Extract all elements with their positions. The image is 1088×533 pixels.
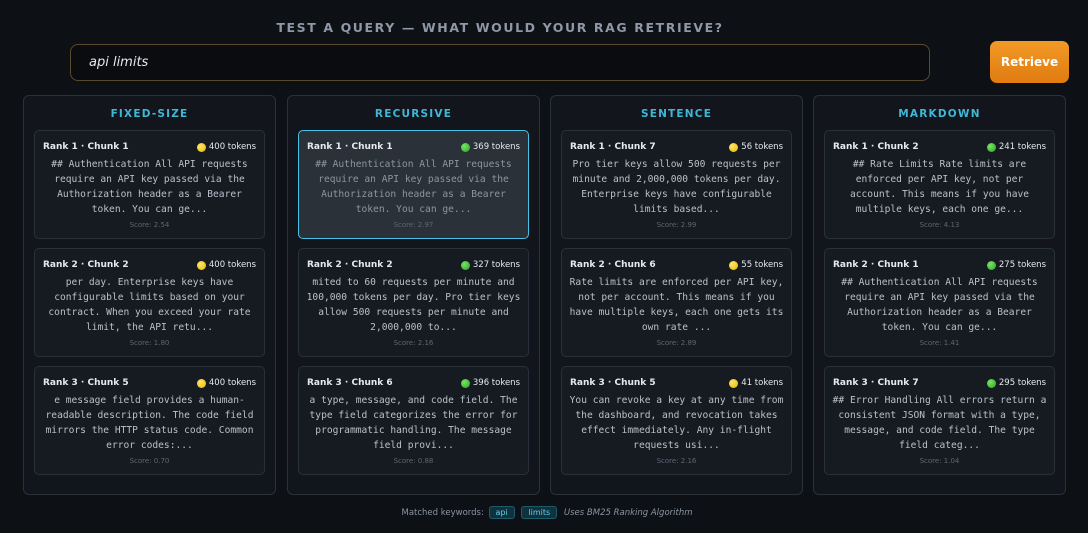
score-label: Score: 2.89 (656, 339, 697, 347)
column-sentence (550, 95, 803, 495)
score-label: Score: 1.80 (129, 339, 170, 347)
coin-icon (197, 379, 206, 388)
column-fixed-size (23, 95, 276, 495)
rank-label: Rank 2 · Chunk 1 (833, 260, 919, 270)
coin-icon (729, 379, 738, 388)
column-markdown (813, 95, 1066, 495)
keyword-chip: api (489, 506, 515, 519)
column-title: FIXED-SIZE (110, 108, 189, 120)
coin-icon (461, 261, 470, 270)
token-count: 56 tokens (729, 142, 783, 152)
result-card[interactable] (824, 366, 1055, 475)
column-title: RECURSIVE (374, 108, 453, 120)
rank-label: Rank 3 · Chunk 6 (307, 378, 393, 388)
column-title: MARKDOWN (898, 108, 981, 120)
result-card[interactable] (561, 366, 792, 475)
strategy-columns (23, 95, 1057, 496)
chunk-text: ## Authentication All API requests require an API key passed via the Authorization header as a Bearer token. You can ge... (51, 159, 248, 215)
result-card[interactable] (34, 366, 265, 475)
score-label: Score: 2.16 (656, 457, 697, 465)
column-recursive (287, 95, 540, 495)
page-title: TEST A QUERY — WHAT WOULD YOUR RAG RETRIEVE? (276, 20, 724, 35)
coin-icon (987, 379, 996, 388)
chunk-text: ## Error Handling All errors return a consistent JSON format with a type, message, and code field. The type field categ... (832, 395, 1047, 451)
token-count: 41 tokens (729, 378, 783, 388)
chunk-text: a type, message, and code field. The type field categorizes the error for programmatic handling. The message field provi... (309, 395, 518, 451)
algorithm-note: Uses BM25 Ranking Algorithm (563, 508, 693, 518)
token-count: 327 tokens (461, 260, 520, 270)
rank-label: Rank 1 · Chunk 7 (570, 142, 656, 152)
token-count: 295 tokens (987, 378, 1046, 388)
rank-label: Rank 2 · Chunk 2 (43, 260, 129, 270)
coin-icon (461, 379, 470, 388)
score-label: Score: 1.41 (919, 339, 960, 347)
keyword-chip: limits (521, 506, 557, 519)
token-count: 241 tokens (987, 142, 1046, 152)
score-label: Score: 4.13 (919, 221, 960, 229)
result-card-selected[interactable] (298, 130, 529, 239)
coin-icon (197, 143, 206, 152)
result-card[interactable] (34, 130, 265, 239)
coin-icon (729, 261, 738, 270)
score-label: Score: 2.54 (129, 221, 170, 229)
chunk-text: Pro tier keys allow 500 requests per minute and 2,000,000 tokens per day. Enterprise keys have configurable limits based... (572, 159, 781, 215)
rank-label: Rank 3 · Chunk 5 (43, 378, 129, 388)
rank-label: Rank 2 · Chunk 6 (570, 260, 656, 270)
retrieve-button[interactable]: Retrieve (990, 41, 1069, 83)
keywords-label: Matched keywords: (401, 508, 484, 518)
score-label: Score: 0.88 (393, 457, 434, 465)
token-count: 55 tokens (729, 260, 783, 270)
query-field[interactable] (70, 44, 930, 81)
chunk-text: ## Authentication All API requests require an API key passed via the Authorization header as a Bearer token. You can ge... (841, 277, 1038, 333)
chunk-text: per day. Enterprise keys have configurable limits based on your contract. When you exceed your rate limit, the API retu... (48, 277, 251, 333)
rank-label: Rank 3 · Chunk 7 (833, 378, 919, 388)
chunk-text: e message field provides a human-readable description. The code field mirrors the HTTP status code. Common error codes:... (45, 395, 254, 451)
token-count: 400 tokens (197, 378, 256, 388)
coin-icon (197, 261, 206, 270)
result-card[interactable] (34, 248, 265, 357)
chunk-text: Rate limits are enforced per API key, not per account. This means if you have multiple keys, each one gets its own rate ... (569, 277, 784, 333)
rank-label: Rank 3 · Chunk 5 (570, 378, 656, 388)
token-count: 400 tokens (197, 142, 256, 152)
chunk-text: You can revoke a key at any time from the dashboard, and revocation takes effect immediately. Any in-flight requests usi... (569, 395, 784, 451)
rank-label: Rank 2 · Chunk 2 (307, 260, 393, 270)
rank-label: Rank 1 · Chunk 1 (43, 142, 129, 152)
rank-label: Rank 1 · Chunk 2 (833, 142, 919, 152)
result-card[interactable] (824, 248, 1055, 357)
score-label: Score: 2.97 (393, 221, 434, 229)
rank-label: Rank 1 · Chunk 1 (307, 142, 393, 152)
matched-keywords-bar (0, 506, 1088, 519)
score-label: Score: 2.99 (656, 221, 697, 229)
column-title: SENTENCE (640, 108, 713, 120)
result-card[interactable] (561, 248, 792, 357)
coin-icon (729, 143, 738, 152)
chunk-text: mited to 60 requests per minute and 100,000 tokens per day. Pro tier keys allow 500 requests per minute and 2,000,000 to... (306, 277, 521, 333)
result-card[interactable] (561, 130, 792, 239)
query-input[interactable] (87, 54, 911, 71)
score-label: Score: 2.16 (393, 339, 434, 347)
coin-icon (461, 143, 470, 152)
chunk-text: ## Rate Limits Rate limits are enforced per API key, not per account. This means if you have multiple keys, each one ge... (849, 159, 1030, 215)
result-card[interactable] (298, 366, 529, 475)
coin-icon (987, 261, 996, 270)
result-card[interactable] (298, 248, 529, 357)
token-count: 400 tokens (197, 260, 256, 270)
token-count: 275 tokens (987, 260, 1046, 270)
token-count: 396 tokens (461, 378, 520, 388)
result-card[interactable] (824, 130, 1055, 239)
token-count: 369 tokens (461, 142, 520, 152)
coin-icon (987, 143, 996, 152)
score-label: Score: 1.04 (919, 457, 960, 465)
chunk-text: ## Authentication All API requests require an API key passed via the Authorization header as a Bearer token. You can ge... (315, 159, 512, 215)
score-label: Score: 0.70 (129, 457, 170, 465)
